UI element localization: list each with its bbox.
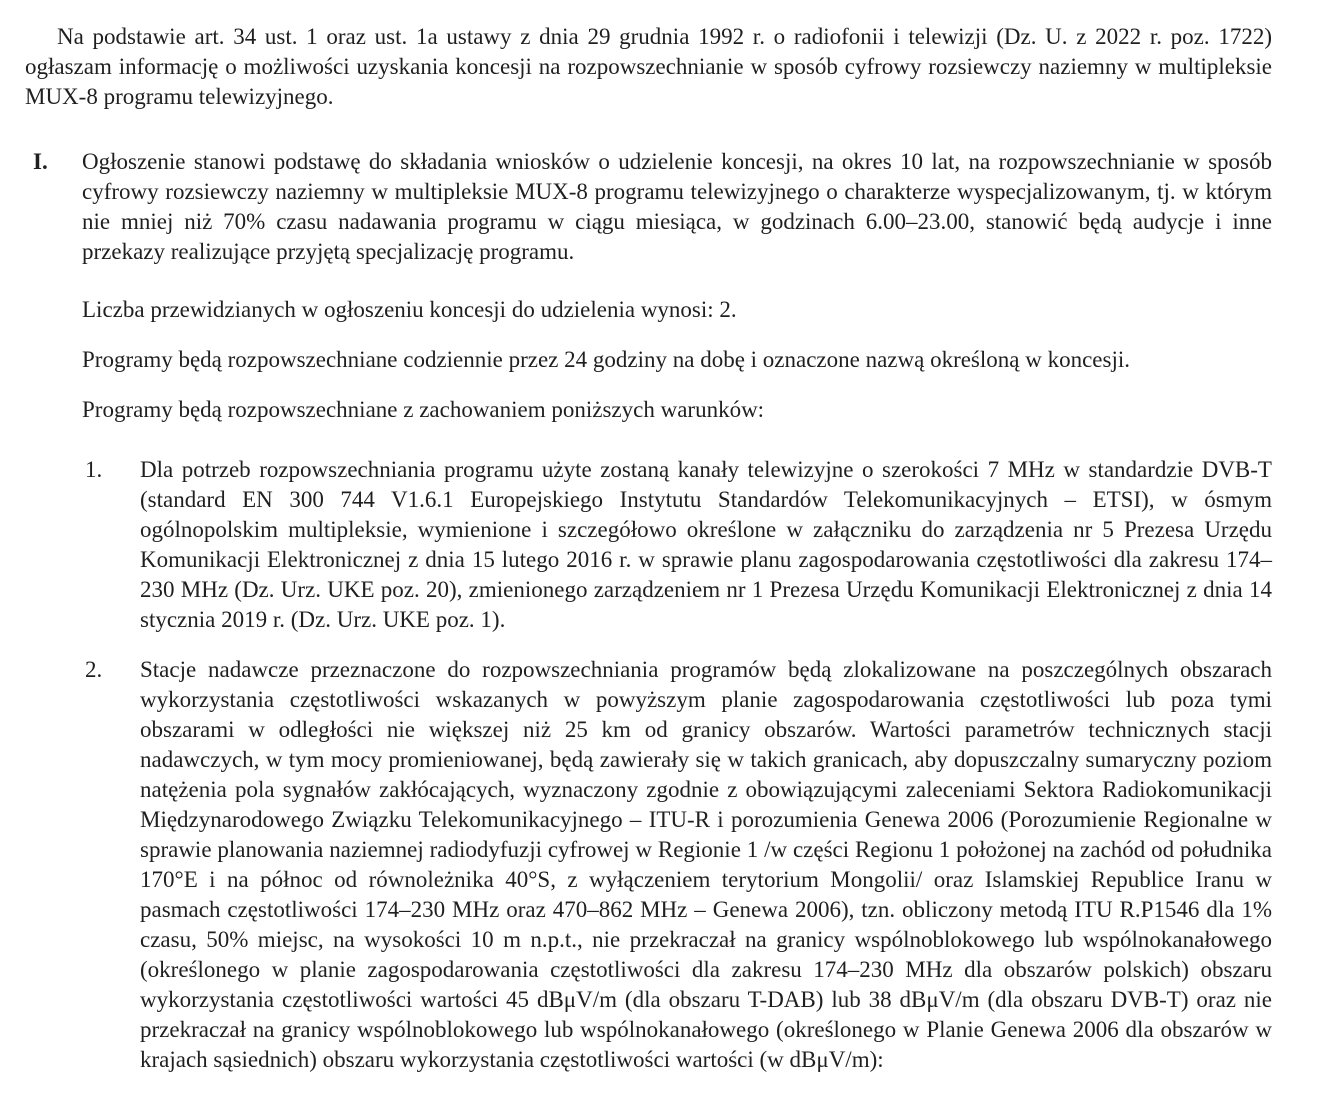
numbered-item-1-number: 1. [85,457,103,482]
paragraph-license-count: Liczba przewidzianych w ogłoszeniu koncesji do udzielenia wynosi: 2. [82,297,737,322]
intro-paragraph: Na podstawie art. 34 ust. 1 oraz ust. 1a ustawy z dnia 29 grudnia 1992 r. o radiofonii i telewizji (Dz. U. z 2022 r. poz. 1722) ogłaszam informację o możliwości uzyskania koncesji na rozpowszechnianie w sposób cyfrowy rozsiewczy naziemny w multipleksie MUX-8 programu telewizyjnego. [25,24,1272,109]
numbered-item-1-text: Dla potrzeb rozpowszechniania programu użyte zostaną kanały telewizyjne o szerokości 7 MHz w standardzie DVB-T (standard EN 300 744 V1.6.1 Europejskiego Instytutu Standardów Telekomunikacyjnych – ETSI), w ósmym ogólnopolskim multipleksie, wymienione i szczegółowo określone w załączniku do zarządzenia nr 5 Prezesa Urzędu Komunikacji Elektronicznej z dnia 15 lutego 2016 r. w sprawie planu zagospodarowania częstotliwości dla zakresu 174–230 MHz (Dz. Urz. UKE poz. 20), zmienionego zarządzeniem nr 1 Prezesa Urzędu Komunikacji Elektronicznej z dnia 14 stycznia 2019 r. (Dz. Urz. UKE poz. 1). [140,457,1272,632]
paragraph-conditions-intro: Programy będą rozpowszechniane z zachowaniem poniższych warunków: [82,397,765,422]
section-I [25,147,1272,267]
section-I-marker: I. [33,149,48,174]
paragraph-broadcast-daily: Programy będą rozpowszechniane codziennie przez 24 godziny na dobę i oznaczone nazwą określoną w koncesji. [82,347,1130,372]
section-I-body: Ogłoszenie stanowi podstawę do składania wniosków o udzielenie koncesji, na okres 10 lat, na rozpowszechnianie w sposób cyfrowy rozsiewczy naziemny w multipleksie MUX-8 programu telewizyjnego o charakterze wyspecjalizowanym, tj. w którym nie mniej niż 70% czasu nadawania programu w ciągu miesiąca, w godzinach 6.00–23.00, stanowić będą audycje i inne przekazy realizujące przyjętą specjalizację programu. [82,149,1272,264]
numbered-item-2 [25,655,1272,1075]
numbered-item-1 [25,455,1272,635]
numbered-item-2-text: Stacje nadawcze przeznaczone do rozpowszechniania programów będą zlokalizowane na poszczególnych obszarach wykorzystania częstotliwości wskazanych w powyższym planie zagospodarowania częstotliwości lub poza tymi obszarami w odległości nie większej niż 25 km od granicy obszarów. Wartości parametrów technicznych stacji nadawczych, w tym mocy promieniowanej, będą zawierały się w takich granicach, aby dopuszczalny sumaryczny poziom natężenia pola sygnałów zakłócających, wyznaczony zgodnie z obowiązującymi zaleceniami Sektora Radiokomunikacji Międzynarodowego Związku Telekomunikacyjnego – ITU-R i porozumienia Genewa 2006 (Porozumienie Regionalne w sprawie planowania naziemnej radiodyfuzji cyfrowej w Regionie 1 /w części Regionu 1 położonej na zachód od południka 170°E i na północ od równoleżnika 40°S, z wyłączeniem terytorium Mongolii/ oraz Islamskiej Republice Iranu w pasmach częstotliwości 174–230 MHz oraz 470–862 MHz – Genewa 2006), tzn. obliczony metodą ITU R.P1546 dla 1% czasu, 50% miejsc, na wysokości 10 m n.p.t., nie przekraczał na granicy wspólnoblokowego lub wspólnokanałowego (określonego w planie zagospodarowania częstotliwości dla zakresu 174–230 MHz dla obszarów polskich) obszaru wykorzystania częstotliwości wartości 45 dBμV/m (dla obszaru T-DAB) lub 38 dBμV/m (dla obszaru DVB-T) oraz nie przekraczał na granicy wspólnoblokowego lub wspólnokanałowego (określonego w Planie Genewa 2006 dla obszarów w krajach sąsiednich) obszaru wykorzystania częstotliwości wartości (w dBμV/m): [140,657,1272,1072]
numbered-item-2-number: 2. [85,657,103,682]
